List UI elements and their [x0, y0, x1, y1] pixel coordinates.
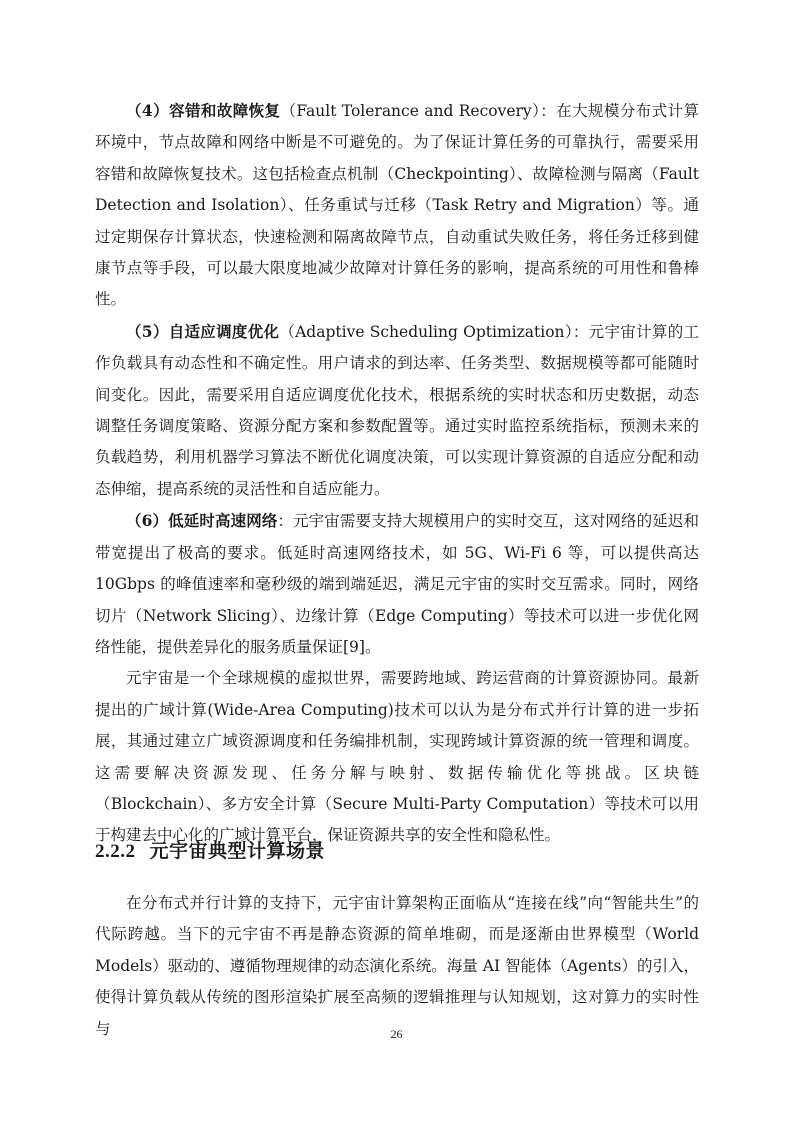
- paragraph-adaptive-scheduling: [95, 316, 699, 505]
- paragraph-wide-area-computing: 元宇宙是一个全球规模的虚拟世界，需要跨地域、跨运营商的计算资源协同。最新提出的广域计算(Wide-Area Computing)技术可以认为是分布式并行计算的进一步拓展，其通过建立广域资源调度和任务编排机制，实现跨域计算资源的统一管理和调度。这需要解决资源发现、任务分解与映射、数据传输优化等挑战。区块链（Blockchain）、多方安全计算（Secure Multi-Party Computation）等技术可以用于构建去中心化的广域计算平台，保证资源共享的安全性和隐私性。: [95, 669, 699, 845]
- paragraph-lead-bold: （6）低延时高速网络: [126, 511, 278, 531]
- paragraph-fault-tolerance: [95, 95, 699, 316]
- section-title: 元宇宙典型计算场景: [149, 840, 326, 862]
- page-number: 26: [390, 1027, 403, 1041]
- paragraph-lead-bold: （5）自适应调度优化: [126, 321, 280, 341]
- section-number: 2.2.2: [95, 841, 136, 862]
- paragraph-typical-scenarios: 在分布式并行计算的支持下，元宇宙计算架构正面临从“连接在线”向“智能共生”的代际跨越。当下的元宇宙不再是静态资源的简单堆砌，而是逐渐由世界模型（World Models）驱动的、遵循物理规律的动态演化系统。海量 AI 智能体（Agents）的引入，使得计算负载从传统的图形渲染扩展至高频的逻辑推理与认知规划，这对算力的实时性与: [95, 894, 699, 1038]
- paragraph-lead-bold: （4）容错和故障恢复: [126, 101, 281, 120]
- paragraph-body: （Fault Tolerance and Recovery）：在大规模分布式计算环境中，节点故障和网络中断是不可避免的。为了保证计算任务的可靠执行，需要采用容错和故障恢复技术。这包括检查点机制（Checkpointing）、故障检测与隔离（Fault Detection and Isolation）、任务重试与迁移（Task Retry and Migration）等。通过定期保存计算状态，快速检测和隔离故障节点，自动重试失败任务，将任务迁移到健康节点等手段，可以最大限度地减少故障对计算任务的影响，提高系统的可用性和鲁棒性。: [95, 102, 699, 309]
- body-text-top: [95, 95, 699, 852]
- paragraph-body: （Adaptive Scheduling Optimization）：元宇宙计算的工作负载具有动态性和不确定性。用户请求的到达率、任务类型、数据规模等都可能随时间变化。因此，需要采用自适应调度优化技术，根据系统的实时状态和历史数据，动态调整任务调度策略、资源分配方案和参数配置等。通过实时监控系统指标，预测未来的负载趋势，利用机器学习算法不断优化调度决策，可以实现计算资源的自适应分配和动态伸缩，提高系统的灵活性和自适应能力。: [95, 322, 699, 498]
- paragraph-low-latency-network: [95, 505, 699, 663]
- body-text-bottom: [95, 888, 699, 1045]
- paragraph-body: ：元宇宙需要支持大规模用户的实时交互，这对网络的延迟和带宽提出了极高的要求。低延时高速网络技术，如 5G、Wi-Fi 6 等，可以提供高达 10Gbps 的峰值速率和毫秒级的端到端延迟，满足元宇宙的实时交互需求。同时，网络切片（Network Slicing）、边缘计算（Edge Computing）等技术可以进一步优化网络性能，提供差异化的服务质量保证[9]。: [95, 512, 699, 656]
- section-heading: [95, 836, 325, 863]
